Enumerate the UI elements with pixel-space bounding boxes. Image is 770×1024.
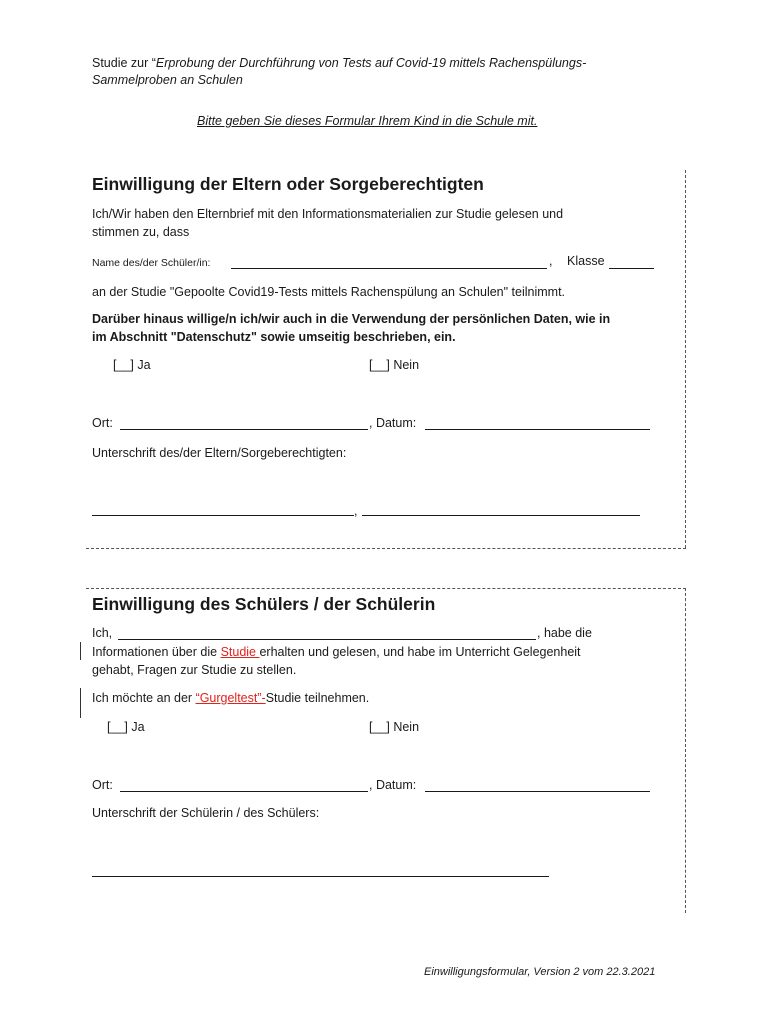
study-title-line2: Sammelproben an Schulen bbox=[92, 73, 243, 87]
section2-border-right bbox=[685, 588, 686, 913]
student-section-title: Einwilligung des Schülers / der Schülerin bbox=[92, 594, 436, 614]
parents-yes-checkbox[interactable]: [__] Ja bbox=[113, 358, 151, 372]
version-footer: Einwilligungsformular, Version 2 vom 22.3.2021 bbox=[424, 966, 656, 978]
consent-line1: Darüber hinaus willige/n ich/wir auch in die Verwendung der persönlichen Daten, wie in bbox=[92, 312, 611, 326]
name-comma: , bbox=[549, 254, 553, 268]
study-link[interactable]: Studie bbox=[220, 645, 260, 659]
study-heading bbox=[92, 56, 586, 70]
section-border-right bbox=[685, 170, 686, 548]
parents-place-label: Ort: bbox=[92, 416, 113, 430]
parents-section-title: Einwilligung der Eltern oder Sorgeberechtigten bbox=[92, 174, 484, 194]
student-name-field[interactable] bbox=[231, 268, 547, 269]
want-suffix: Studie teilnehmen. bbox=[265, 691, 370, 705]
parent-signature-field-2[interactable] bbox=[362, 515, 640, 516]
student-self-name-field[interactable] bbox=[118, 639, 536, 640]
student-signature-label: Unterschrift der Schülerin / des Schülers: bbox=[92, 806, 320, 820]
participation-wish-line bbox=[92, 691, 369, 705]
parents-intro-line2: stimmen zu, dass bbox=[92, 225, 190, 239]
student-signature-field[interactable] bbox=[92, 876, 549, 877]
participation-text: an der Studie "Gepoolte Covid19-Tests mittels Rachenspülung an Schulen" teilnimmt. bbox=[92, 285, 566, 299]
section-border-bottom bbox=[86, 548, 686, 549]
student-name-label: Name des/der Schüler/in: bbox=[92, 257, 211, 269]
study-title-line1: Erprobung der Durchführung von Tests auf Covid-19 mittels Rachenspülungs- bbox=[155, 56, 587, 70]
want-prefix: Ich möchte an der bbox=[92, 691, 196, 705]
study-prefix: Studie zur “ bbox=[92, 56, 156, 70]
parents-intro-line1: Ich/Wir haben den Elternbrief mit den Informationsmaterialien zur Studie gelesen und bbox=[92, 207, 564, 221]
student-place-field[interactable] bbox=[120, 791, 368, 792]
parents-date-label: , Datum: bbox=[369, 416, 417, 430]
signature-comma: , bbox=[354, 504, 358, 518]
parent-signature-field-1[interactable] bbox=[92, 515, 354, 516]
student-info-line bbox=[92, 645, 581, 659]
instruction-text: Bitte geben Sie dieses Formular Ihrem Kind in die Schule mit. bbox=[197, 114, 538, 128]
student-place-label: Ort: bbox=[92, 778, 113, 792]
habe-die-text: , habe die bbox=[537, 626, 592, 640]
consent-line2: im Abschnitt "Datenschutz" sowie umseitig beschrieben, ein. bbox=[92, 330, 456, 344]
parents-no-checkbox[interactable]: [__] Nein bbox=[369, 358, 420, 372]
ich-label: Ich, bbox=[92, 626, 113, 640]
student-date-label: , Datum: bbox=[369, 778, 417, 792]
change-bar bbox=[80, 642, 81, 660]
change-bar bbox=[80, 688, 81, 718]
student-yes-checkbox[interactable]: [__] Ja bbox=[107, 720, 145, 734]
student-no-checkbox[interactable]: [__] Nein bbox=[369, 720, 420, 734]
student-date-field[interactable] bbox=[425, 791, 650, 792]
parents-date-field[interactable] bbox=[425, 429, 650, 430]
info-suffix: erhalten und gelesen, und habe im Unterricht Gelegenheit bbox=[259, 645, 581, 659]
class-label: Klasse bbox=[567, 254, 605, 268]
info-prefix: Informationen über die bbox=[92, 645, 221, 659]
parents-signature-label: Unterschrift des/der Eltern/Sorgeberechtigten: bbox=[92, 446, 347, 460]
gurgeltest-link[interactable]: “Gurgeltest”- bbox=[195, 691, 266, 705]
student-info-line3: gehabt, Fragen zur Studie zu stellen. bbox=[92, 663, 297, 677]
class-field[interactable] bbox=[609, 268, 654, 269]
parents-place-field[interactable] bbox=[120, 429, 368, 430]
section2-border-top bbox=[86, 588, 686, 589]
